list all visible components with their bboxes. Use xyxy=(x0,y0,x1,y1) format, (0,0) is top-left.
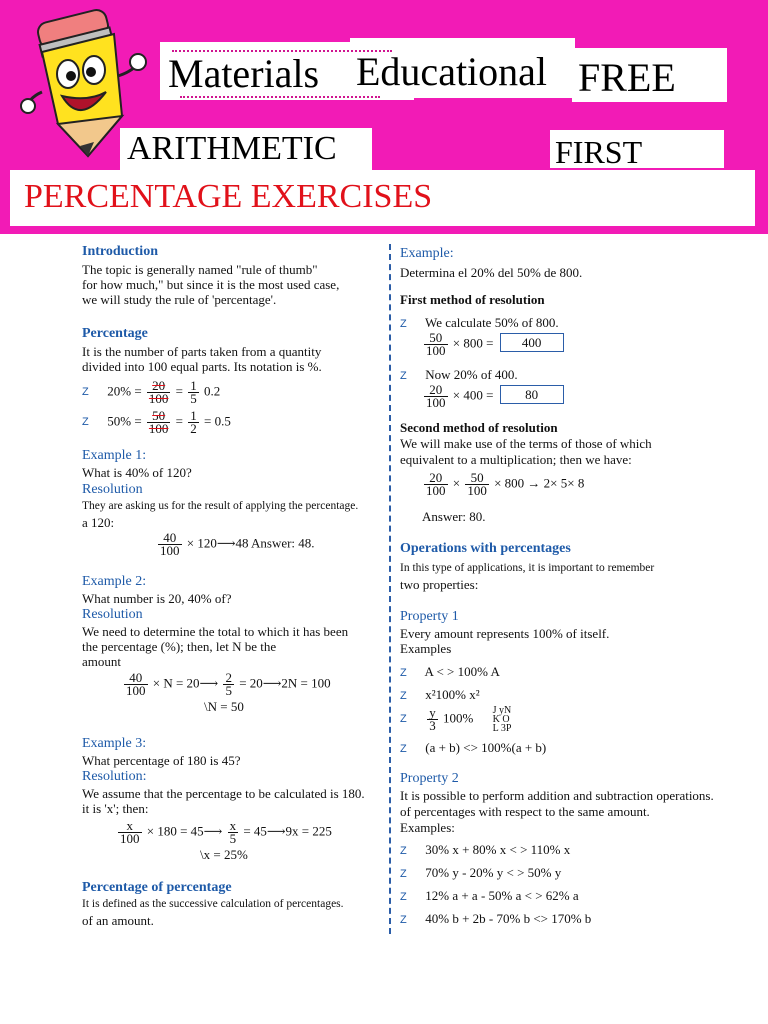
bullet-icon: Z xyxy=(400,743,407,755)
method-2-answer: Answer: 80. xyxy=(422,509,486,524)
example-text: 30% x + 80% x < > 110% x xyxy=(425,842,571,857)
pop-text: of an amount. xyxy=(82,913,154,928)
bullet-icon: Z xyxy=(400,914,407,926)
fraction xyxy=(424,472,448,497)
operations-text: two properties: xyxy=(400,577,479,592)
resolution-heading: Resolution xyxy=(82,607,143,622)
numerator: 1 xyxy=(190,378,197,393)
fraction xyxy=(223,672,234,697)
header-free: FREE xyxy=(578,55,676,100)
fraction xyxy=(424,332,448,357)
bracket-notation xyxy=(493,706,512,733)
method-2-heading: Second method of resolution xyxy=(400,420,558,435)
formula-part: = 45⟶9x = 225 xyxy=(243,823,332,839)
example-3-heading: Example 3: xyxy=(82,736,147,751)
example-2-heading: Example 2: xyxy=(82,574,147,589)
example-1-text: They are asking us for the result of applying the percentage. xyxy=(82,500,359,512)
header-educational: Educational xyxy=(356,49,548,94)
numerator: 40 xyxy=(158,532,182,545)
bullet-icon: Z xyxy=(400,713,407,726)
intro-heading: Introduction xyxy=(82,244,158,259)
header-materials: Materials xyxy=(168,51,320,96)
property-2-example xyxy=(400,888,579,905)
method-2-text: We will make use of the terms of those of which xyxy=(400,436,652,451)
numerator: x xyxy=(229,818,237,833)
example-2-question: What number is 20, 40% of? xyxy=(82,591,232,606)
result-box: 400 xyxy=(500,333,564,352)
equals: = xyxy=(175,383,184,399)
numerator: 20 xyxy=(147,380,171,393)
example-text: 40% b + 2b - 70% b <> 170% b xyxy=(425,911,592,926)
denominator: 100 xyxy=(148,421,169,436)
fraction xyxy=(118,820,142,845)
formula-lhs: 20% = xyxy=(107,383,142,399)
property-1-example xyxy=(400,740,546,757)
property-1-text: Examples xyxy=(400,641,452,656)
bullet-icon: Z xyxy=(400,318,407,330)
method-2-text: equivalent to a multiplication; then we have: xyxy=(400,452,632,467)
example-2-formula xyxy=(122,672,331,697)
fraction xyxy=(158,532,182,557)
formula-50-percent xyxy=(82,410,231,435)
bracket-line: L 3P xyxy=(492,723,512,734)
denominator: 100 xyxy=(426,343,446,358)
example-1-heading: Example 1: xyxy=(82,448,147,463)
formula-part: × 800 = xyxy=(452,335,494,351)
formula-part: × xyxy=(452,475,461,491)
fraction xyxy=(124,672,148,697)
fraction xyxy=(147,380,171,405)
step-text: Now 20% of 400. xyxy=(425,367,518,382)
percentage-of-percentage-heading: Percentage of percentage xyxy=(82,880,232,895)
numerator: 20 xyxy=(424,472,448,485)
example-2-text: We need to determine the total to which it has been xyxy=(82,624,349,639)
property-2-heading: Property 2 xyxy=(400,771,459,786)
operations-heading: Operations with percentages xyxy=(400,541,571,556)
denominator: 2 xyxy=(190,421,197,436)
fraction xyxy=(427,707,438,732)
example-1-text: a 120: xyxy=(82,515,115,530)
bracket-line: J yN xyxy=(492,705,512,716)
denominator: 3 xyxy=(429,718,436,733)
numerator: 1 xyxy=(190,408,197,423)
example-question: Determina el 20% del 50% de 800. xyxy=(400,265,583,280)
percentage-line: divided into 100 equal parts. Its notation is %. xyxy=(82,359,322,374)
bullet-icon: Z xyxy=(400,690,407,702)
numerator: x xyxy=(118,820,142,833)
property-2-example xyxy=(400,911,591,928)
method-1-formula xyxy=(422,332,564,357)
property-1-example xyxy=(400,687,480,704)
example-text: x²100% x² xyxy=(425,687,480,702)
fraction xyxy=(424,384,448,409)
formula-part: × 800 → 2× 5× 8 xyxy=(494,475,585,491)
example-3-text: it is 'x'; then: xyxy=(82,801,149,816)
example-2-text: the percentage (%); then, let N be the xyxy=(82,639,277,654)
percentage-line: It is the number of parts taken from a quantity xyxy=(82,344,322,359)
intro-line: we will study the rule of 'percentage'. xyxy=(82,292,277,307)
fraction xyxy=(228,820,239,845)
property-1-heading: Property 1 xyxy=(400,609,459,624)
numerator: y xyxy=(429,705,436,720)
property-2-example xyxy=(400,865,561,882)
denominator: 100 xyxy=(148,391,169,406)
numerator: 40 xyxy=(124,672,148,685)
numerator: 50 xyxy=(147,410,171,423)
bullet-icon: Z xyxy=(400,891,407,903)
fraction xyxy=(188,380,199,405)
property-2-example xyxy=(400,842,570,859)
header-first: FIRST xyxy=(555,134,643,170)
denominator: 100 xyxy=(426,395,446,410)
denominator: 5 xyxy=(225,683,232,698)
numerator: 50 xyxy=(465,472,489,485)
intro-line: The topic is generally named "rule of thumb" xyxy=(82,262,318,277)
resolution-heading: Resolution xyxy=(82,482,143,497)
formula-part: = 20⟶2N = 100 xyxy=(239,675,331,691)
bullet-icon: Z xyxy=(400,845,407,857)
denominator: 100 xyxy=(467,483,487,498)
denominator: 5 xyxy=(229,831,237,846)
example-text: 12% a + a - 50% a < > 62% a xyxy=(425,888,579,903)
example-3-question: What percentage of 180 is 45? xyxy=(82,753,241,768)
example-text: 100% xyxy=(443,710,474,726)
example-3-formula xyxy=(116,820,332,845)
denominator: 100 xyxy=(126,683,146,698)
fraction xyxy=(147,410,171,435)
example-2-result: \N = 50 xyxy=(204,699,244,714)
denominator: 100 xyxy=(160,543,180,558)
property-2-text: Examples: xyxy=(400,820,455,835)
denominator: 100 xyxy=(120,831,140,846)
method-1-formula xyxy=(422,384,564,409)
equals: = xyxy=(175,413,184,429)
step-text: We calculate 50% of 800. xyxy=(425,315,559,330)
intro-line: for how much," but since it is the most used case, xyxy=(82,277,340,292)
example-3-result: \x = 25% xyxy=(200,847,248,862)
example-2-text: amount xyxy=(82,654,121,669)
result-box: 80 xyxy=(500,385,564,404)
fraction xyxy=(188,410,199,435)
resolution-heading: Resolution: xyxy=(82,769,147,784)
bullet-icon: Z xyxy=(400,667,407,679)
numerator: 50 xyxy=(424,332,448,345)
bullet-icon: Z xyxy=(82,386,89,399)
bracket-line: K O xyxy=(492,714,510,725)
property-1-example xyxy=(400,706,511,733)
numerator: 20 xyxy=(424,384,448,397)
denominator: 5 xyxy=(190,391,197,406)
column-divider xyxy=(389,244,391,934)
bullet-icon: Z xyxy=(400,370,407,382)
fraction xyxy=(465,472,489,497)
page-title: PERCENTAGE EXERCISES xyxy=(24,178,433,215)
bullet-icon: Z xyxy=(400,868,407,880)
property-1-example xyxy=(400,664,500,681)
formula-result: 0.2 xyxy=(204,383,221,399)
pop-text: It is defined as the successive calculation of percentages. xyxy=(82,898,344,910)
example-text: A < > 100% A xyxy=(424,664,500,679)
bullet-icon: Z xyxy=(82,416,89,429)
example-text: (a + b) <> 100%(a + b) xyxy=(425,740,547,755)
example-heading: Example: xyxy=(400,246,454,261)
percentage-heading: Percentage xyxy=(82,326,148,341)
formula-part: × 400 = xyxy=(452,387,494,403)
property-1-text: Every amount represents 100% of itself. xyxy=(400,626,610,641)
property-2-text: It is possible to perform addition and subtraction operations. xyxy=(400,788,714,803)
numerator: 2 xyxy=(225,670,232,685)
example-text: 70% y - 20% y < > 50% y xyxy=(425,865,562,880)
example-1-question: What is 40% of 120? xyxy=(82,465,192,480)
example-3-text: We assume that the percentage to be calculated is 180. xyxy=(82,786,365,801)
formula-lhs: 50% = xyxy=(107,413,142,429)
formula-part: × 180 = 45⟶ xyxy=(146,823,223,839)
formula-result: = 0.5 xyxy=(204,413,231,429)
formula-20-percent xyxy=(82,380,220,405)
formula-part: × N = 20⟶ xyxy=(152,675,219,691)
operations-text: In this type of applications, it is important to remember xyxy=(400,562,655,574)
header-arithmetic: ARITHMETIC xyxy=(127,130,337,167)
denominator: 100 xyxy=(426,483,446,498)
method-1-heading: First method of resolution xyxy=(400,292,545,307)
formula-rhs: × 120⟶48 Answer: 48. xyxy=(186,535,315,551)
method-1-step xyxy=(400,315,559,332)
property-2-text: of percentages with respect to the same amount. xyxy=(400,804,650,819)
example-1-formula xyxy=(156,532,315,557)
method-1-step xyxy=(400,367,518,384)
method-2-formula xyxy=(422,472,584,497)
